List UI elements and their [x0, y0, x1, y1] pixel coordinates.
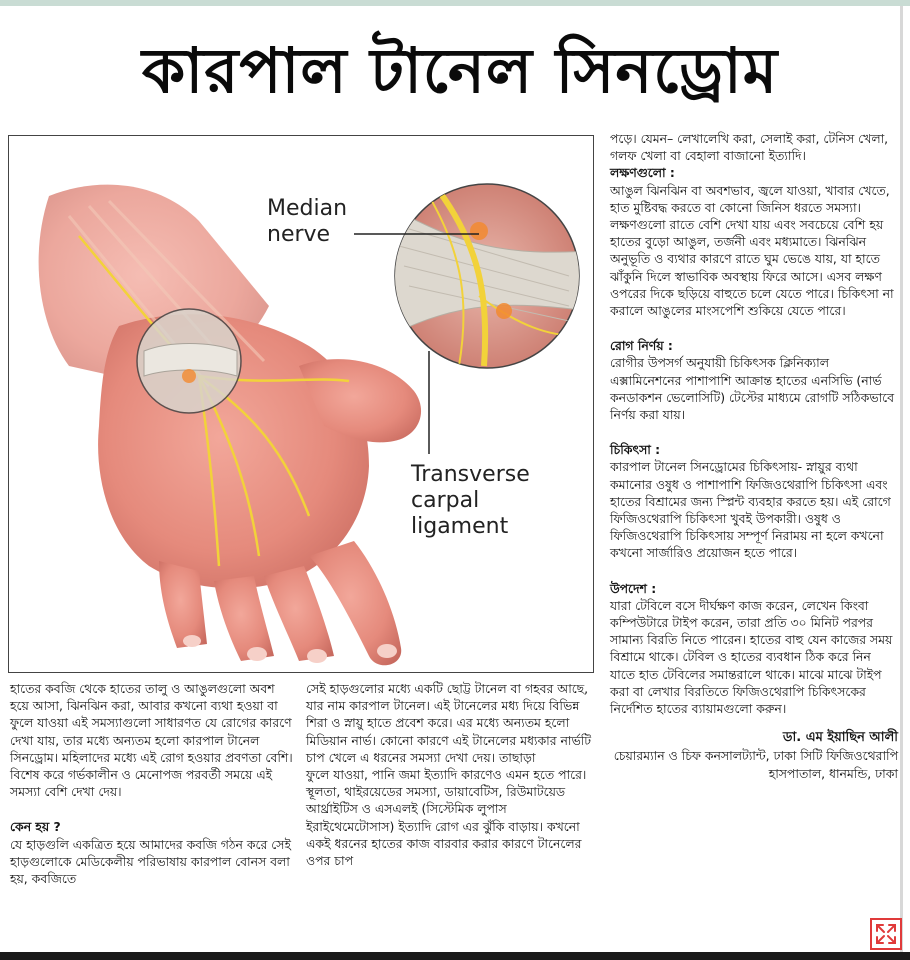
- headline: কারপাল টানেল সিনড্রোম: [141, 34, 779, 107]
- nail: [307, 649, 327, 663]
- right-column: [610, 130, 898, 782]
- label-median-nerve: Median nerve: [267, 196, 348, 247]
- expand-arrows-icon: [874, 922, 898, 946]
- right-page-edge: [900, 6, 903, 952]
- nail: [183, 635, 201, 647]
- cause-continued: পড়ে। যেমন– লেখালেখি করা, সেলাই করা, টেনিস খেলা, গলফ খেলা বা বেহালা বাজানো ইত্যাদি।: [610, 131, 889, 164]
- why-heading: কেন হয় ?: [10, 819, 61, 835]
- treatment-paragraph: কারপাল টানেল সিনড্রোমের চিকিৎসায়- স্নায়ুর ব্যথা কমানোর ওষুধ ও পাশাপাশি ফিজিওথেরাপি চিকিৎসা এবং হাতের বিশ্রামের জন্য স্প্লিন্ট ব্যবহার করতে হয়। এই রোগে ফিজিওথেরাপি চিকিৎসা খুবই উপকারী। ওষুধ ও ফিজিওথেরাপি চিকিৎসায় সম্পূর্ণ নিরাময় না হলে কখনো কখনো সার্জারিও প্রয়োজন হতে পারে।: [610, 459, 891, 561]
- bottom-border: [0, 952, 910, 960]
- author-title: চেয়ারম্যান ও চিফ কনসালট্যান্ট, ঢাকা সিটি ফিজিওথেরাপি হাসপাতাল, ধানমন্ডি, ঢাকা: [613, 748, 898, 781]
- treatment-heading: চিকিৎসা :: [610, 442, 661, 458]
- nail: [247, 647, 267, 661]
- cause-paragraph-2: ফুলে যাওয়া, পানি জমা ইত্যাদি কারণেও এমন হতে পারে। স্থূলতা, থাইরয়েডের সমস্যা, ডায়াবেটিস, রিউমাটয়েড আর্থ্রাইটিস ও এসএলই (সিস্টেমিক লুপাস ইরাইথেমেটোসাস) ইত্যাদি রোগ এর ঝুঁকি বাড়ায়। কখনো একই ধরনের হাতের কাজ বারবার করার কারণে টানেলের ওপর চাপ: [306, 767, 587, 869]
- hand-illustration: [8, 135, 594, 673]
- finger-middle: [264, 566, 334, 661]
- advice-heading: উপদেশ :: [610, 580, 657, 596]
- diagnosis-heading: রোগ নির্ণয় :: [610, 338, 673, 354]
- top-border: [0, 0, 910, 6]
- advice-paragraph: যারা টেবিলে বসে দীর্ঘক্ষণ কাজ করেন, লেখেন কিংবা কম্পিউটারে টাইপ করেন, তারা প্রতি ৩০ মিনিট পরপর সামান্য বিরতি নিতে পারেন। হাতের বাহু যেন কাজের সময় বিশ্রামে থাকে। টেবিল ও হাতের ব্যবধান ঠিক করে নিন যাতে হাত টেবিলের সমান্তরালে থাকে। মাঝে মাঝে টাইপ করা বা লেখার বিরতিতে ফিজিওথেরাপি চিকিৎসকের নির্দেশিত হাতের ব্যায়ামগুলো করুন।: [610, 597, 893, 717]
- diagnosis-paragraph: রোগীর উপসর্গ অনুযায়ী চিকিৎসক ক্লিনিক্যাল এক্সামিনেশনের পাশাপাশি আক্রান্ত হাতের এনসিভি (নার্ভ কনডাকশন ভেলোসিটি) টেস্টের মাধ্যমে রোগটি সঠিকভাবে নির্ণয় করা যায়।: [610, 355, 895, 423]
- left-column: [10, 680, 295, 887]
- finger-ring: [214, 576, 274, 661]
- why-paragraph: যে হাড়গুলি একত্রিত হয়ে আমাদের কবজি গঠন করে সেই হাড়গুলোকে মেডিকেলীয় পরিভাষায় কারপাল বোনস বলা হয়, কবজিতে: [10, 836, 291, 887]
- author-name: ডা. এম ইয়াছিন আলী: [782, 730, 898, 746]
- expand-button[interactable]: [870, 918, 902, 950]
- intro-paragraph: হাতের কবজি থেকে হাতের তালু ও আঙুলগুলো অবশ হয়ে আসা, ঝিনঝিন করা, আবার কখনো ব্যথা হওয়া বা ফুলে যাওয়া এই সমস্যাগুলো সাধারণত যে রোগের কারণে দেখা যায়, তার মধ্যে অন্যতম হলো কারপাল টানেল সিনড্রোম। মহিলাদের মধ্যে এই রোগ হওয়ার প্রবণতা বেশি। বিশেষ করে গর্ভকালীন ও মেনোপজ পরবর্তী সময়ে এই সমস্যা বেশি দেখা দেয়।: [10, 681, 293, 800]
- cause-paragraph-1: সেই হাড়গুলোর মধ্যে একটি ছোট্ট টানেল বা গহবর আছে, যার নাম কারপাল টানেল। এই টানেলের মধ্য দিয়ে বিভিন্ন শিরা ও স্নায়ু হাতে প্রবেশ করে। এর মধ্যে অন্যতম হলো মিডিয়ান নার্ভ। কোনো কারণে এই টানেলের মধ্যকার নার্ভটি চাপ খেলে এ ধরনের সমস্যা দেখা দেয়। তাছাড়া: [306, 681, 592, 765]
- label-transverse-carpal-ligament: Transverse carpal ligament: [411, 462, 530, 539]
- middle-column: [306, 680, 596, 869]
- symptoms-heading: লক্ষণগুলো :: [610, 165, 675, 181]
- symptoms-paragraph: আঙুল ঝিনঝিন বা অবশভাব, জ্বলে যাওয়া, খাবার খেতে, হাত মুষ্টিবদ্ধ করতে বা কোনো জিনিস ধরতে সমস্যা। লক্ষণগুলো রাতে বেশি দেখা যায় এবং সবচেয়ে বেশি হয় হাতের বুড়ো আঙুল, তর্জনী এবং মধ্যমাতে। ঝিনঝিন অনুভূতি ও ব্যথার কারণে রাতে ঘুম ভেঙে যায়, যা হাতে ঝাঁকুনি দিলে স্বাভাবিক অবস্থায় ফিরে আসে। এসব লক্ষণ ওপরের দিকে ছড়িয়ে বাহুতে চলে যেতে পারে। চিকিৎসা না করালে আঙুলের মাংসপেশি শুকিয়ে যেতে পারে।: [610, 182, 894, 319]
- nail: [377, 644, 397, 658]
